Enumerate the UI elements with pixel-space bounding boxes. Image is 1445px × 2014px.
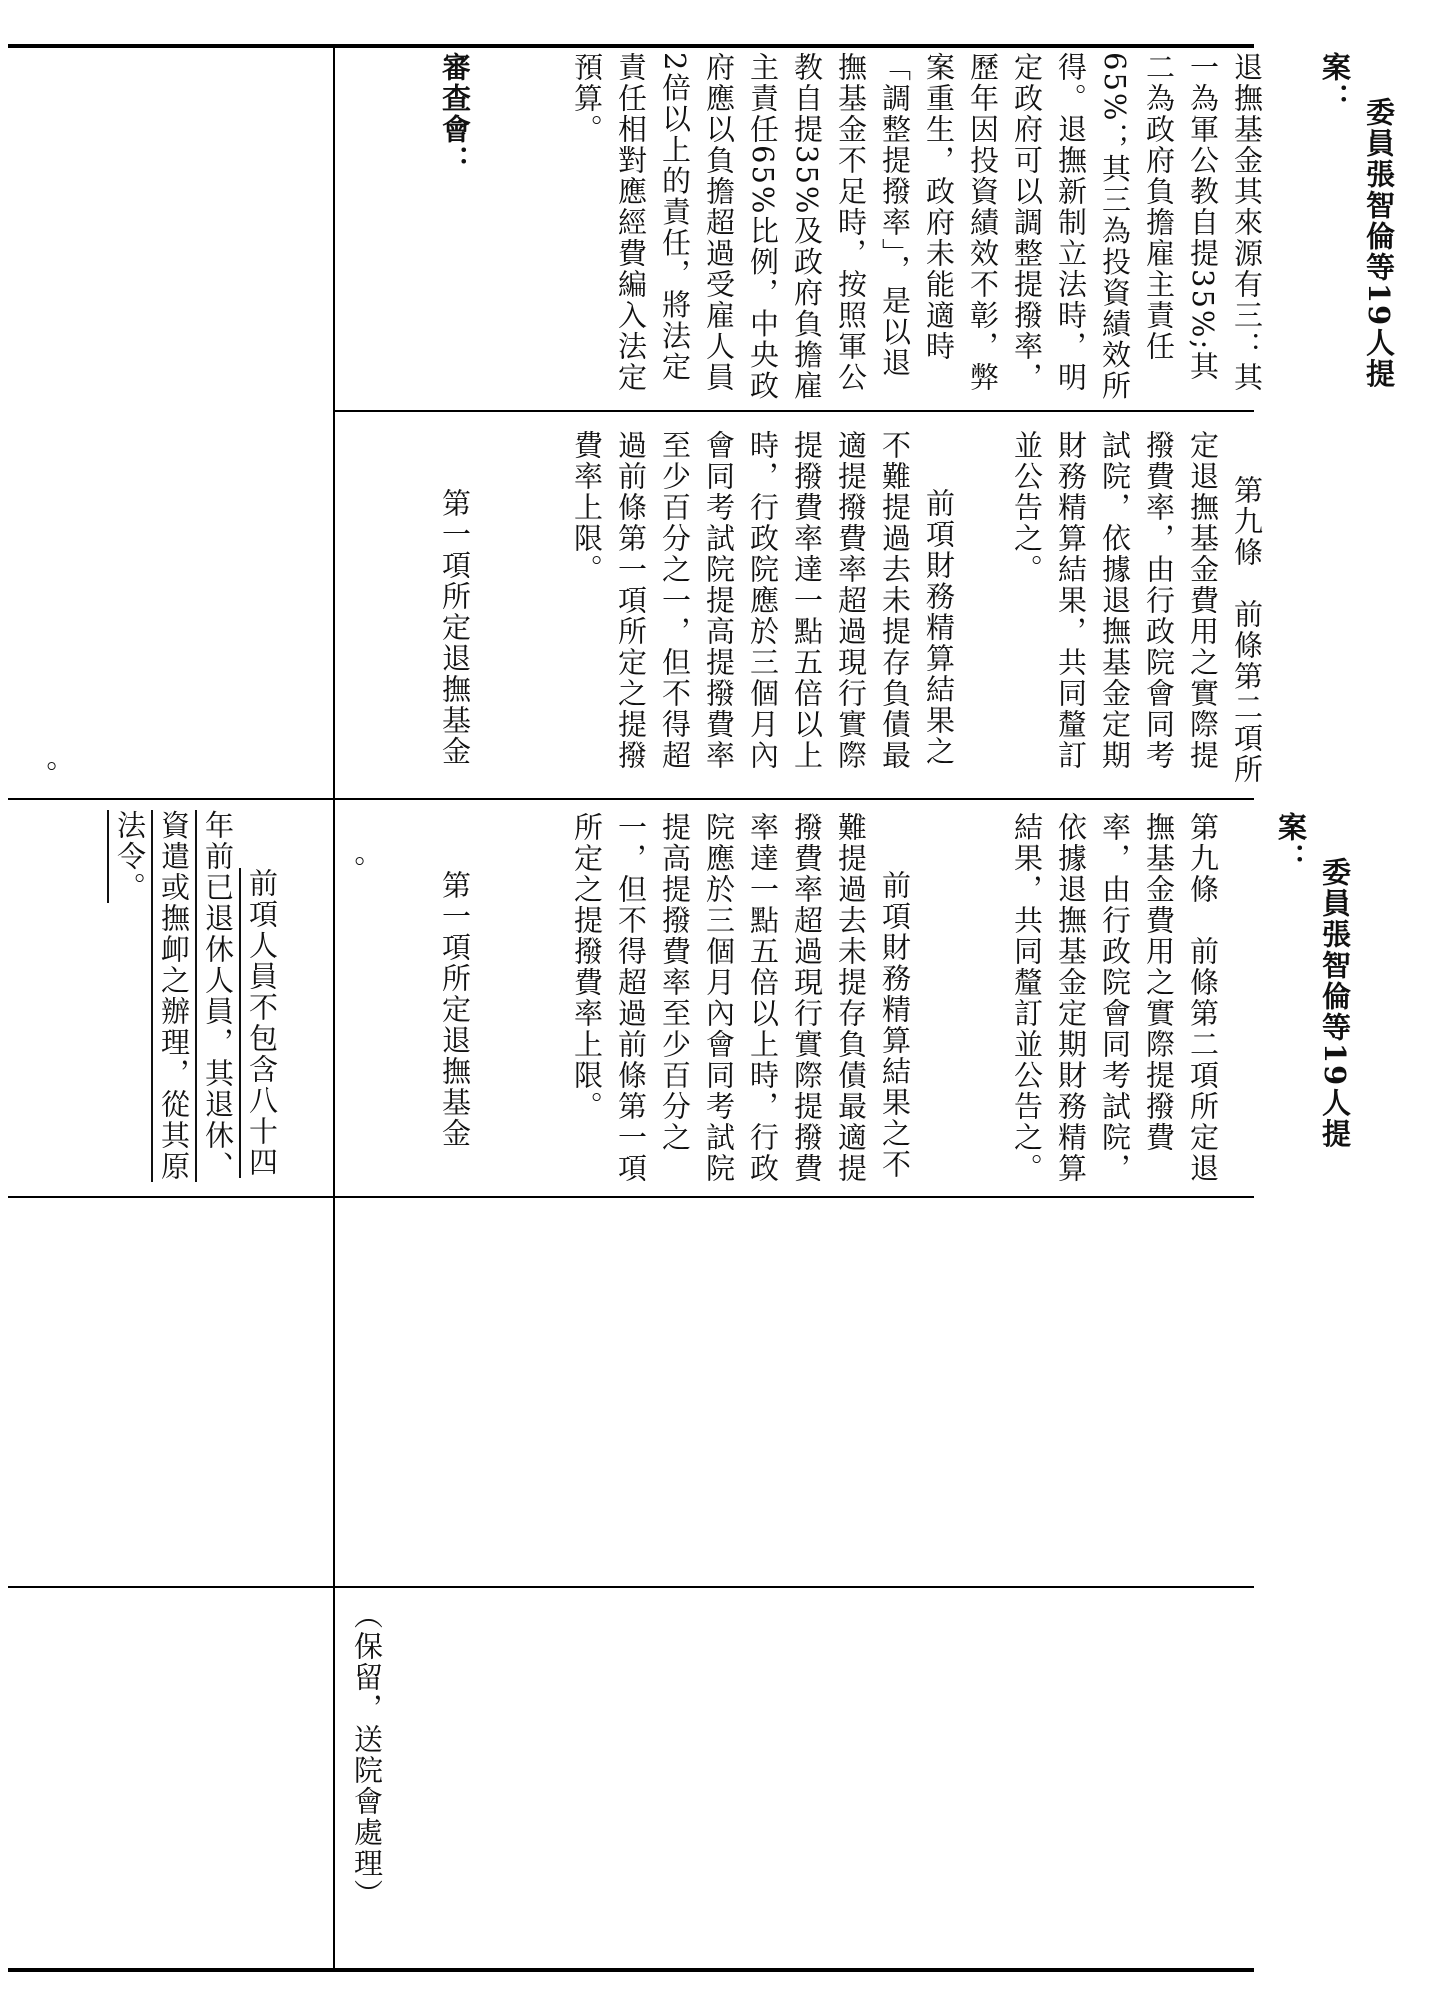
row-divider-2: [8, 798, 1254, 800]
row1-col-b-p2: 前項財務精算結果之不難提過去未提存負債最適提撥費率超過現行實際提撥費率達一點五倍以上時，行政院應於三個月內會同考試院提高提撥費率至少百分之一，但不得超過前條第一項所定之提撥費率上限。: [570, 430, 956, 771]
row2-col-b-p3: 第一項所定退撫基金: [438, 870, 472, 1149]
row1-col-c-heading: 委員張智倫等19人提案：: [1318, 52, 1396, 390]
bottom-border: [8, 1968, 1254, 1972]
row1-col-c-body: 退撫基金其來源有三：其一為軍公教自提35%;其二為政府負擔雇主責任65%；其三為投資績效所得。退撫新制立法時，明定政府可以調整提撥率，歷年因投資績效不彰，弊案重生，政府未能適時「調整提撥率」，是以退撫基金不足時，按照軍公教自提35%及政府負擔雇主責任65%比例，中央政府應以負擔超過受雇人員2倍以上的責任，將法定責任相對應經費編入法定預算。: [570, 52, 1264, 402]
row1-col-b-p1: 第九條 前條第二項所定退撫基金費用之實際提撥費率，由行政院會同考試院，依據退撫基金定期財務精算結果，共同釐訂並公告之。: [1010, 430, 1264, 785]
row1-col-c-text: [345, 52, 1445, 406]
row2-col-a-underlined: 前項人員不包含八十四年前已退休人員，其退休、資遣或撫卹之辦理，從其原法令。: [113, 810, 279, 1182]
row1-col-b: [345, 430, 1264, 790]
row-divider-4: [8, 1586, 1254, 1588]
row2-col-b-p1: 第九條 前條第二項所定退撫基金費用之實際提撥費率，由行政院會同考試院，依據退撫基金定期財務精算結果，共同釐訂並公告之。: [1010, 812, 1220, 1184]
top-border: [8, 44, 1254, 48]
row2-col-b: [345, 812, 1352, 1192]
row2-col-a: [20, 810, 367, 1190]
row1-col-c-committee: 審查會：: [438, 52, 472, 176]
row4-col-b-text: （保留，送院會處理）: [350, 1600, 384, 1910]
row1-col-b-text: [345, 430, 1313, 790]
row2-col-b-p2: 前項財務精算結果之不難提過去未提存負債最適提撥費率超過現行實際提撥費率達一點五倍以上時，行政院應於三個月內會同考試院提高提撥費率至少百分之一，但不得超過前條第一項所定之提撥費率上限。: [570, 812, 912, 1184]
row3-empty: [8, 1200, 1254, 1584]
row4-col-b: [345, 1600, 405, 1960]
row1-col-a-text: 。: [25, 760, 59, 791]
row2-col-b-text: [345, 812, 1401, 1192]
row1-col-c: [345, 52, 1396, 406]
row2-col-a-dot: 。: [333, 854, 367, 886]
row-divider-3: [8, 1196, 1254, 1198]
row2-col-b-heading: 委員張智倫等19人提案：: [1274, 812, 1352, 1150]
row1-col-b-p3: 第一項所定退撫基金: [438, 488, 472, 767]
row-divider-1: [335, 410, 1254, 412]
